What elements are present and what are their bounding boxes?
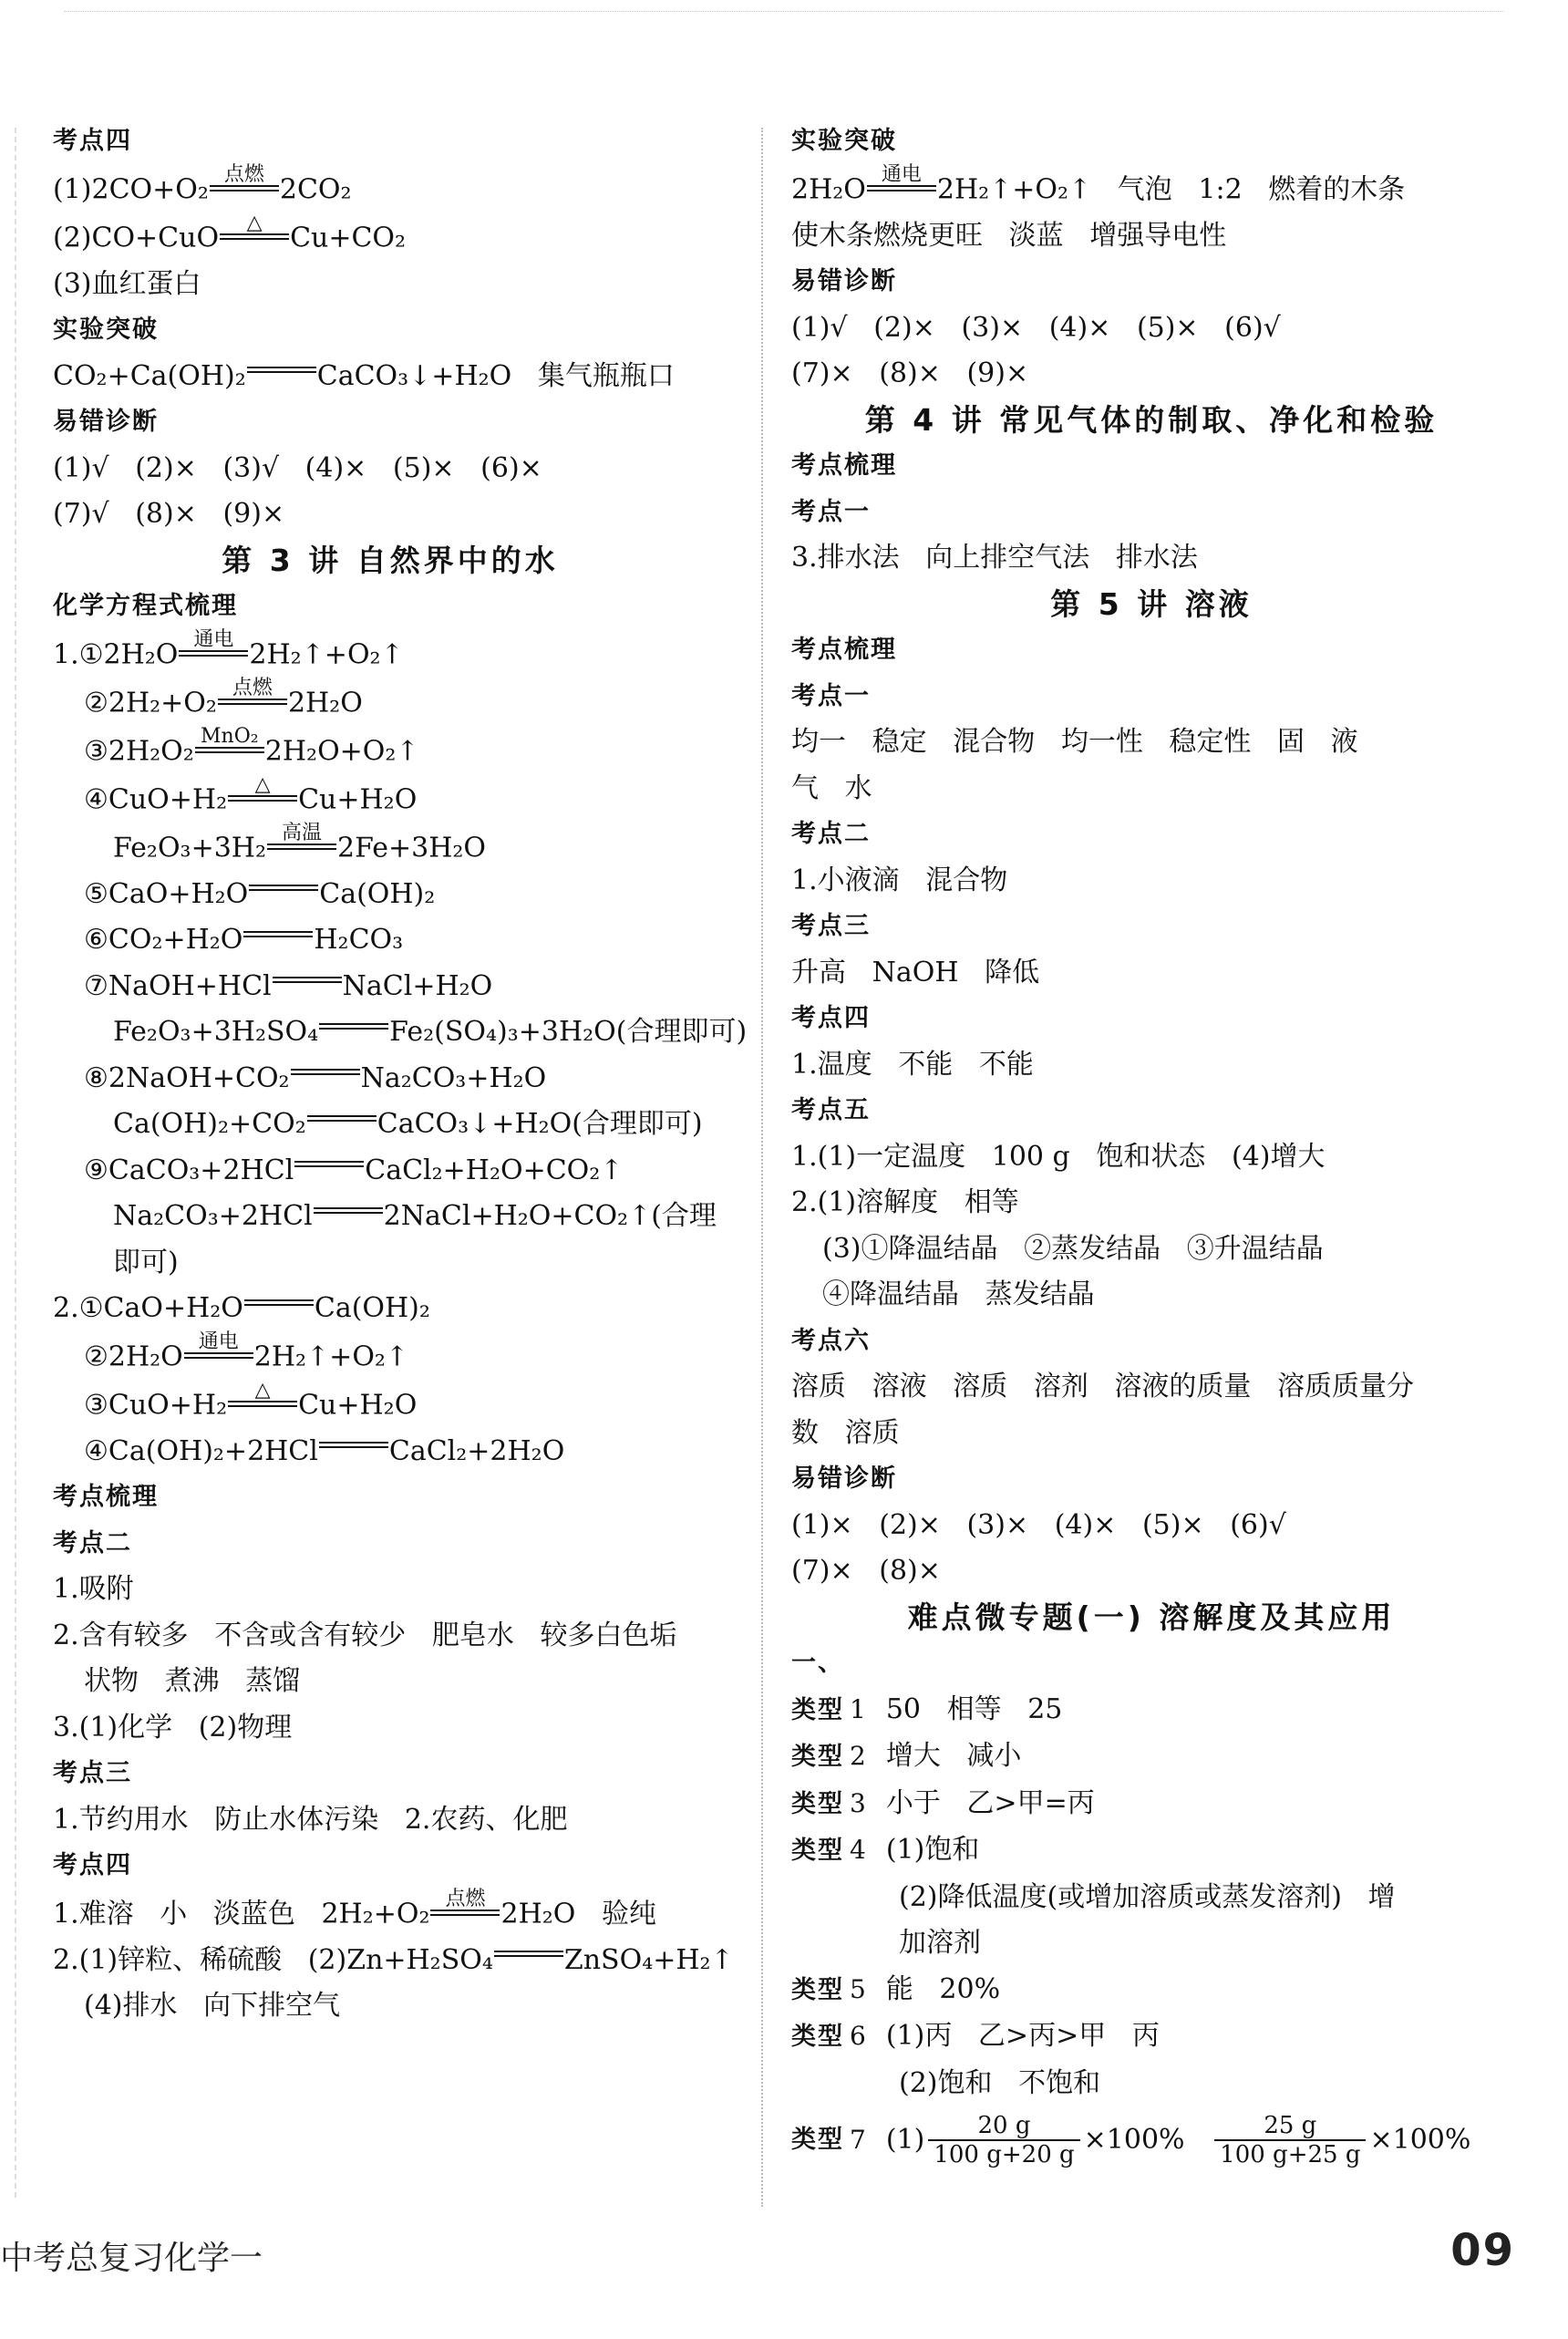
column-divider bbox=[761, 128, 763, 2207]
answer-line bbox=[791, 1503, 1511, 1549]
answer-line bbox=[791, 1226, 1511, 1273]
answer-line bbox=[791, 950, 1511, 997]
section-label: 一、 bbox=[791, 1649, 844, 1677]
answer-line bbox=[53, 1009, 748, 1056]
answer-line bbox=[791, 351, 1511, 398]
section-label: 化学方程式梳理 bbox=[53, 592, 238, 620]
equals-bar bbox=[307, 1115, 377, 1122]
reaction-condition: 点燃 bbox=[232, 676, 273, 699]
text-run: 1.温度 不能 不能 bbox=[791, 1048, 1034, 1081]
left-column bbox=[53, 119, 748, 2030]
text-run: ②2H₂+O₂ bbox=[84, 687, 217, 719]
type-number: 6 bbox=[850, 2021, 866, 2051]
answer-line bbox=[53, 1332, 727, 1381]
text-run: 1.吸附 bbox=[53, 1573, 134, 1605]
section-label: 考点梳理 bbox=[53, 1483, 159, 1511]
equals-bar bbox=[249, 885, 318, 891]
text-run: ③CuO+H₂ bbox=[84, 1389, 228, 1421]
section-label: 考点二 bbox=[53, 1528, 132, 1558]
answer-line bbox=[53, 1056, 727, 1102]
answer-line bbox=[53, 1705, 727, 1752]
answer-line bbox=[53, 354, 727, 400]
answer-line bbox=[791, 305, 1511, 352]
answer-line bbox=[791, 1364, 1511, 1411]
answer-line bbox=[53, 872, 727, 918]
text-run: H₂CO₃ bbox=[314, 924, 404, 956]
answer-line bbox=[53, 1148, 727, 1195]
text-run: Na₂CO₃+2HCl bbox=[113, 1200, 313, 1232]
text-run: ②2H₂O bbox=[84, 1340, 183, 1372]
type-answer-line bbox=[791, 1734, 1511, 1781]
text-run: 小于 乙>甲=丙 bbox=[885, 1786, 1095, 1819]
answer-line bbox=[53, 724, 727, 775]
equals-bar bbox=[179, 650, 248, 657]
text-run: (2)CO+CuO bbox=[53, 222, 220, 254]
fraction-denominator: 100 g+25 g bbox=[1214, 2139, 1366, 2168]
answer-line bbox=[53, 1286, 727, 1332]
section-label: 考点四 bbox=[791, 1004, 871, 1032]
type-number: 1 bbox=[850, 1693, 866, 1724]
text-run: Fe₂O₃+3H₂SO₄ bbox=[113, 1016, 319, 1048]
equation-sign bbox=[220, 213, 289, 240]
equals-bar bbox=[184, 1352, 253, 1359]
equals-bar bbox=[220, 233, 289, 240]
text-run: Na₂CO₃+H₂O bbox=[360, 1061, 547, 1094]
answer-line bbox=[53, 1240, 727, 1287]
equation-sign bbox=[210, 162, 279, 191]
reaction-condition: 高温 bbox=[281, 821, 322, 844]
answer-line bbox=[53, 1938, 734, 1984]
equation-sign bbox=[267, 823, 336, 850]
equals-bar bbox=[430, 1909, 500, 1916]
section-label: 考点三 bbox=[53, 1759, 132, 1787]
text-run: (1)√ (2)× (3)× (4)× (5)× (6)√ bbox=[791, 311, 1281, 344]
answer-line bbox=[53, 1102, 727, 1148]
type-answer-line bbox=[791, 1827, 1511, 1875]
text-run: 2H₂O bbox=[791, 173, 866, 205]
equals-bar bbox=[319, 1023, 388, 1030]
section-label: 考点梳理 bbox=[791, 636, 897, 664]
type-answer-line bbox=[791, 1781, 1511, 1828]
text-run: 2.①CaO+H₂O bbox=[53, 1292, 243, 1324]
text-run: ⑧2NaOH+CO₂ bbox=[84, 1061, 290, 1094]
text-run: Cu+H₂O bbox=[298, 783, 418, 815]
type-label: 类型 bbox=[791, 1695, 844, 1724]
section-label: 考点三 bbox=[791, 912, 871, 940]
section-label: 考点一 bbox=[791, 497, 871, 526]
text-run: (7)× (8)× bbox=[791, 1555, 941, 1587]
lecture-heading: 难点微专题(一) 溶解度及其应用 bbox=[907, 1599, 1396, 1635]
text-run: 2.含有较多 不含或含有较少 肥皂水 较多白色垢 bbox=[53, 1619, 677, 1651]
section-label: 易错诊断 bbox=[791, 267, 897, 295]
section-label: 考点五 bbox=[791, 1096, 871, 1124]
equals-bar bbox=[494, 1951, 563, 1957]
text-run: 2.(1)锌粒、稀硫酸 (2)Zn+H₂SO₄ bbox=[53, 1943, 493, 1976]
equation-sign bbox=[307, 1115, 377, 1122]
text-run: (1)饱和 bbox=[885, 1834, 980, 1866]
equals-bar bbox=[228, 795, 297, 802]
text-run: 能 20% bbox=[885, 1972, 1001, 2005]
equals-bar bbox=[243, 931, 313, 937]
text-run: Ca(OH)₂ bbox=[314, 1292, 430, 1324]
answer-line bbox=[791, 1042, 1511, 1089]
section-label: 考点六 bbox=[791, 1326, 871, 1355]
type-label: 类型 bbox=[791, 1837, 844, 1865]
text-run: 2H₂O bbox=[287, 687, 363, 719]
text-run: Ca(OH)₂ bbox=[319, 877, 436, 910]
footer-book-title: 中考总复习化学一 bbox=[0, 2240, 263, 2277]
reaction-condition: 点燃 bbox=[223, 162, 264, 186]
equals-bar bbox=[267, 843, 336, 850]
text-run: ③2H₂O₂ bbox=[84, 735, 194, 767]
text-run: (1)√ (2)× (3)√ (4)× (5)× (6)× bbox=[53, 451, 542, 484]
equals-bar bbox=[247, 367, 316, 373]
section-label: 实验突破 bbox=[791, 127, 897, 155]
text-run: 1.小液滴 混合物 bbox=[791, 864, 1008, 896]
text-run: 气 水 bbox=[791, 771, 872, 804]
equals-bar bbox=[314, 1207, 383, 1214]
text-run: 数 溶质 bbox=[791, 1416, 900, 1449]
equation-sign bbox=[294, 1161, 364, 1167]
type-number: 5 bbox=[850, 1973, 866, 2004]
equation-sign bbox=[247, 367, 316, 373]
equals-bar bbox=[291, 1069, 360, 1075]
text-run: ④Ca(OH)₂+2HCl bbox=[84, 1434, 318, 1467]
answer-line bbox=[791, 1134, 1511, 1181]
section-label: 考点一 bbox=[791, 681, 871, 710]
section-label: 考点梳理 bbox=[791, 451, 897, 480]
text-run: Fe₂(SO₄)₃+3H₂O(合理即可) bbox=[389, 1016, 748, 1048]
answer-line bbox=[53, 917, 727, 964]
section-label: 考点二 bbox=[791, 820, 871, 848]
fraction-numerator: 25 g bbox=[1264, 2112, 1317, 2139]
fraction bbox=[928, 2112, 1079, 2168]
type-label: 类型 bbox=[791, 2125, 844, 2154]
answer-line bbox=[53, 213, 727, 262]
text-run: (7)√ (8)× (9)× bbox=[53, 498, 285, 530]
text-run: 2H₂↑+O₂↑ bbox=[249, 638, 404, 670]
answer-line bbox=[53, 1429, 727, 1475]
text-run: ④降温结晶 蒸发结晶 bbox=[822, 1278, 1095, 1310]
text-run: 使木条燃烧更旺 淡蓝 增强导电性 bbox=[791, 219, 1227, 252]
text-run: 状物 煮沸 蒸馏 bbox=[84, 1665, 301, 1697]
text-run: (1)× (2)× (3)× (4)× (5)× (6)√ bbox=[791, 1508, 1286, 1541]
answer-line bbox=[791, 535, 1511, 582]
type-number: 3 bbox=[850, 1787, 866, 1818]
answer-line bbox=[53, 1194, 727, 1240]
text-run: ⑥CO₂+H₂O bbox=[84, 924, 243, 956]
text-run: ④CuO+H₂ bbox=[84, 783, 228, 815]
equation-sign bbox=[228, 1378, 297, 1407]
type-answer-line bbox=[791, 2013, 1511, 2061]
answer-line bbox=[53, 1659, 727, 1705]
text-run: (1)2CO+O₂ bbox=[53, 173, 209, 205]
type-label: 类型 bbox=[791, 2023, 844, 2051]
equals-bar bbox=[319, 1442, 388, 1448]
text-run: (3)血红蛋白 bbox=[53, 267, 201, 300]
text-run: 升高 NaOH 降低 bbox=[791, 956, 1040, 988]
text-run: 溶质 溶液 溶质 溶剂 溶液的质量 溶质质量分 bbox=[791, 1371, 1415, 1402]
equation-sign bbox=[195, 724, 264, 753]
fraction-denominator: 100 g+20 g bbox=[928, 2139, 1079, 2168]
answer-line bbox=[791, 1272, 1511, 1319]
type-label: 类型 bbox=[791, 1743, 844, 1771]
equals-bar bbox=[244, 1299, 314, 1306]
text-run: Ca(OH)₂+CO₂ bbox=[113, 1108, 306, 1140]
top-border bbox=[64, 11, 1504, 12]
equation-sign bbox=[291, 1069, 360, 1075]
lecture-heading: 第 5 讲 溶液 bbox=[1050, 585, 1253, 622]
reaction-condition: 点燃 bbox=[445, 1887, 486, 1910]
equation-sign bbox=[243, 931, 313, 937]
text-run: 3.排水法 向上排空气法 排水法 bbox=[791, 542, 1198, 574]
text-run: ZnSO₄+H₂↑ bbox=[563, 1943, 734, 1976]
section-label: 易错诊断 bbox=[791, 1464, 897, 1493]
text-run: 1.节约用水 防止水体污染 2.农药、化肥 bbox=[53, 1803, 568, 1836]
answer-line bbox=[53, 1983, 727, 2030]
reaction-condition: MnO₂ bbox=[201, 724, 259, 748]
text-run: 均一 稳定 混合物 均一性 稳定性 固 液 bbox=[791, 726, 1358, 758]
text-run: 2CO₂ bbox=[279, 173, 352, 205]
text-run: Cu+H₂O bbox=[298, 1389, 418, 1421]
text-run: CO₂+Ca(OH)₂ bbox=[53, 359, 246, 392]
lecture-heading: 第 4 讲 常见气体的制取、净化和检验 bbox=[864, 401, 1439, 438]
equals-bar bbox=[294, 1161, 364, 1167]
fraction bbox=[1214, 2112, 1366, 2168]
equation-sign bbox=[494, 1951, 563, 1957]
equals-bar bbox=[273, 977, 342, 983]
answer-line bbox=[791, 2061, 1511, 2107]
text-run: (2)饱和 不饱和 bbox=[899, 2066, 1101, 2099]
left-margin-line bbox=[15, 128, 16, 2198]
section-label: 考点四 bbox=[53, 127, 132, 155]
equals-bar bbox=[228, 1401, 297, 1407]
answer-line bbox=[791, 1548, 1511, 1595]
equation-sign bbox=[218, 678, 287, 705]
answer-line bbox=[53, 446, 727, 492]
fraction-numerator: 20 g bbox=[977, 2112, 1031, 2139]
text-run: 1.①2H₂O bbox=[53, 638, 179, 670]
equation-sign bbox=[319, 1023, 388, 1030]
answer-line bbox=[791, 1920, 1511, 1967]
reaction-condition: △ bbox=[254, 1378, 271, 1402]
text-run: (1)丙 乙>丙>甲 丙 bbox=[885, 2020, 1160, 2052]
equation-sign bbox=[314, 1207, 383, 1214]
type-label: 类型 bbox=[791, 1975, 844, 2004]
text-run: 2H₂O 验纯 bbox=[500, 1898, 656, 1930]
answer-line bbox=[791, 1875, 1511, 1921]
equation-sign bbox=[319, 1442, 388, 1448]
text-run: ×100% bbox=[1369, 2123, 1471, 2156]
reaction-condition: △ bbox=[254, 772, 271, 796]
text-run: ⑤CaO+H₂O bbox=[84, 877, 249, 910]
reaction-condition: △ bbox=[246, 211, 263, 234]
text-run: (1) bbox=[885, 2123, 925, 2156]
text-run: CaCO₃↓+H₂O(合理即可) bbox=[377, 1108, 703, 1140]
answer-line bbox=[53, 1797, 727, 1844]
type-number: 2 bbox=[850, 1741, 866, 1771]
text-run: Cu+CO₂ bbox=[290, 222, 407, 254]
text-run: 2H₂O+O₂↑ bbox=[264, 735, 419, 767]
text-run: 即可) bbox=[113, 1246, 179, 1278]
text-run: NaCl+H₂O bbox=[342, 969, 493, 1002]
reaction-condition: 通电 bbox=[193, 627, 234, 651]
answer-line bbox=[791, 719, 1511, 766]
text-run: CaCl₂+2H₂O bbox=[388, 1434, 565, 1467]
answer-line bbox=[53, 1613, 727, 1660]
answer-line bbox=[53, 1889, 727, 1938]
equals-bar bbox=[218, 699, 287, 705]
text-run: CaCl₂+H₂O+CO₂↑ bbox=[365, 1154, 624, 1186]
equation-sign bbox=[430, 1889, 500, 1916]
answer-line bbox=[791, 1411, 1511, 1457]
text-run: ⑦NaOH+HCl bbox=[84, 969, 272, 1002]
equals-bar bbox=[867, 185, 936, 191]
text-run: 2Fe+3H₂O bbox=[337, 832, 487, 864]
section-label: 考点四 bbox=[53, 1851, 132, 1879]
answer-line bbox=[791, 858, 1511, 905]
text-run: 1.(1)一定温度 100 g 饱和状态 (4)增大 bbox=[791, 1140, 1326, 1173]
reaction-condition: 通电 bbox=[881, 162, 922, 186]
text-run: (4)排水 向下排空气 bbox=[84, 1990, 341, 2022]
type-number: 7 bbox=[850, 2124, 866, 2155]
answer-line bbox=[53, 964, 727, 1010]
text-run: (7)× (8)× (9)× bbox=[791, 357, 1029, 389]
equation-sign bbox=[228, 772, 297, 802]
equals-bar bbox=[195, 747, 264, 753]
text-run: 2.(1)溶解度 相等 bbox=[791, 1186, 1019, 1218]
equation-sign bbox=[867, 162, 936, 191]
answer-line bbox=[791, 213, 1511, 260]
answer-line bbox=[791, 766, 1511, 812]
text-run: (3)①降温结晶 ②蒸发结晶 ③升温结晶 bbox=[822, 1232, 1324, 1265]
text-run: (2)降低温度(或增加溶质或蒸发溶剂) 增 bbox=[899, 1880, 1396, 1913]
answer-line bbox=[53, 492, 727, 538]
equation-sign bbox=[179, 627, 248, 657]
equation-sign bbox=[244, 1299, 314, 1306]
answer-line bbox=[53, 823, 727, 872]
reaction-condition: 通电 bbox=[198, 1330, 239, 1353]
type-answer-line bbox=[791, 1967, 1511, 2014]
type-answer-line bbox=[791, 2106, 1511, 2174]
equation-sign bbox=[184, 1332, 253, 1359]
answer-line bbox=[791, 1180, 1511, 1226]
answer-line bbox=[53, 627, 727, 678]
answer-line bbox=[53, 262, 727, 308]
lecture-heading: 第 3 讲 自然界中的水 bbox=[222, 542, 559, 578]
type-answer-line bbox=[791, 1687, 1511, 1734]
answer-line bbox=[791, 162, 1511, 213]
equation-sign bbox=[273, 977, 342, 983]
answer-line bbox=[53, 162, 727, 213]
text-run: 2NaCl+H₂O+CO₂↑(合理 bbox=[383, 1200, 717, 1232]
text-run: CaCO₃↓+H₂O 集气瓶瓶口 bbox=[316, 359, 675, 392]
type-number: 4 bbox=[850, 1835, 866, 1865]
text-run: 加溶剂 bbox=[899, 1927, 981, 1959]
equation-sign bbox=[249, 885, 318, 891]
section-label: 实验突破 bbox=[53, 316, 159, 344]
text-run: ⑨CaCO₃+2HCl bbox=[84, 1154, 294, 1186]
equals-bar bbox=[210, 185, 279, 191]
text-run: 2H₂↑+O₂↑ bbox=[253, 1340, 409, 1372]
text-run: Fe₂O₃+3H₂ bbox=[113, 832, 266, 864]
type-label: 类型 bbox=[791, 1789, 844, 1818]
answer-line bbox=[53, 772, 727, 823]
section-label: 易错诊断 bbox=[53, 408, 159, 436]
page-number: 09 bbox=[1450, 2225, 1515, 2276]
text-run: 50 相等 25 bbox=[885, 1692, 1063, 1725]
answer-line bbox=[53, 1378, 727, 1429]
answer-line bbox=[53, 1567, 727, 1613]
answer-line bbox=[53, 678, 727, 727]
text-run: ×100% bbox=[1083, 2123, 1212, 2156]
right-column bbox=[791, 119, 1511, 2174]
text-run: 3.(1)化学 (2)物理 bbox=[53, 1711, 293, 1744]
text-run: 1.难溶 小 淡蓝色 2H₂+O₂ bbox=[53, 1898, 430, 1930]
text-run: 增大 减小 bbox=[885, 1740, 1022, 1772]
text-run: 2H₂↑+O₂↑ 气泡 1:2 燃着的木条 bbox=[936, 173, 1406, 205]
